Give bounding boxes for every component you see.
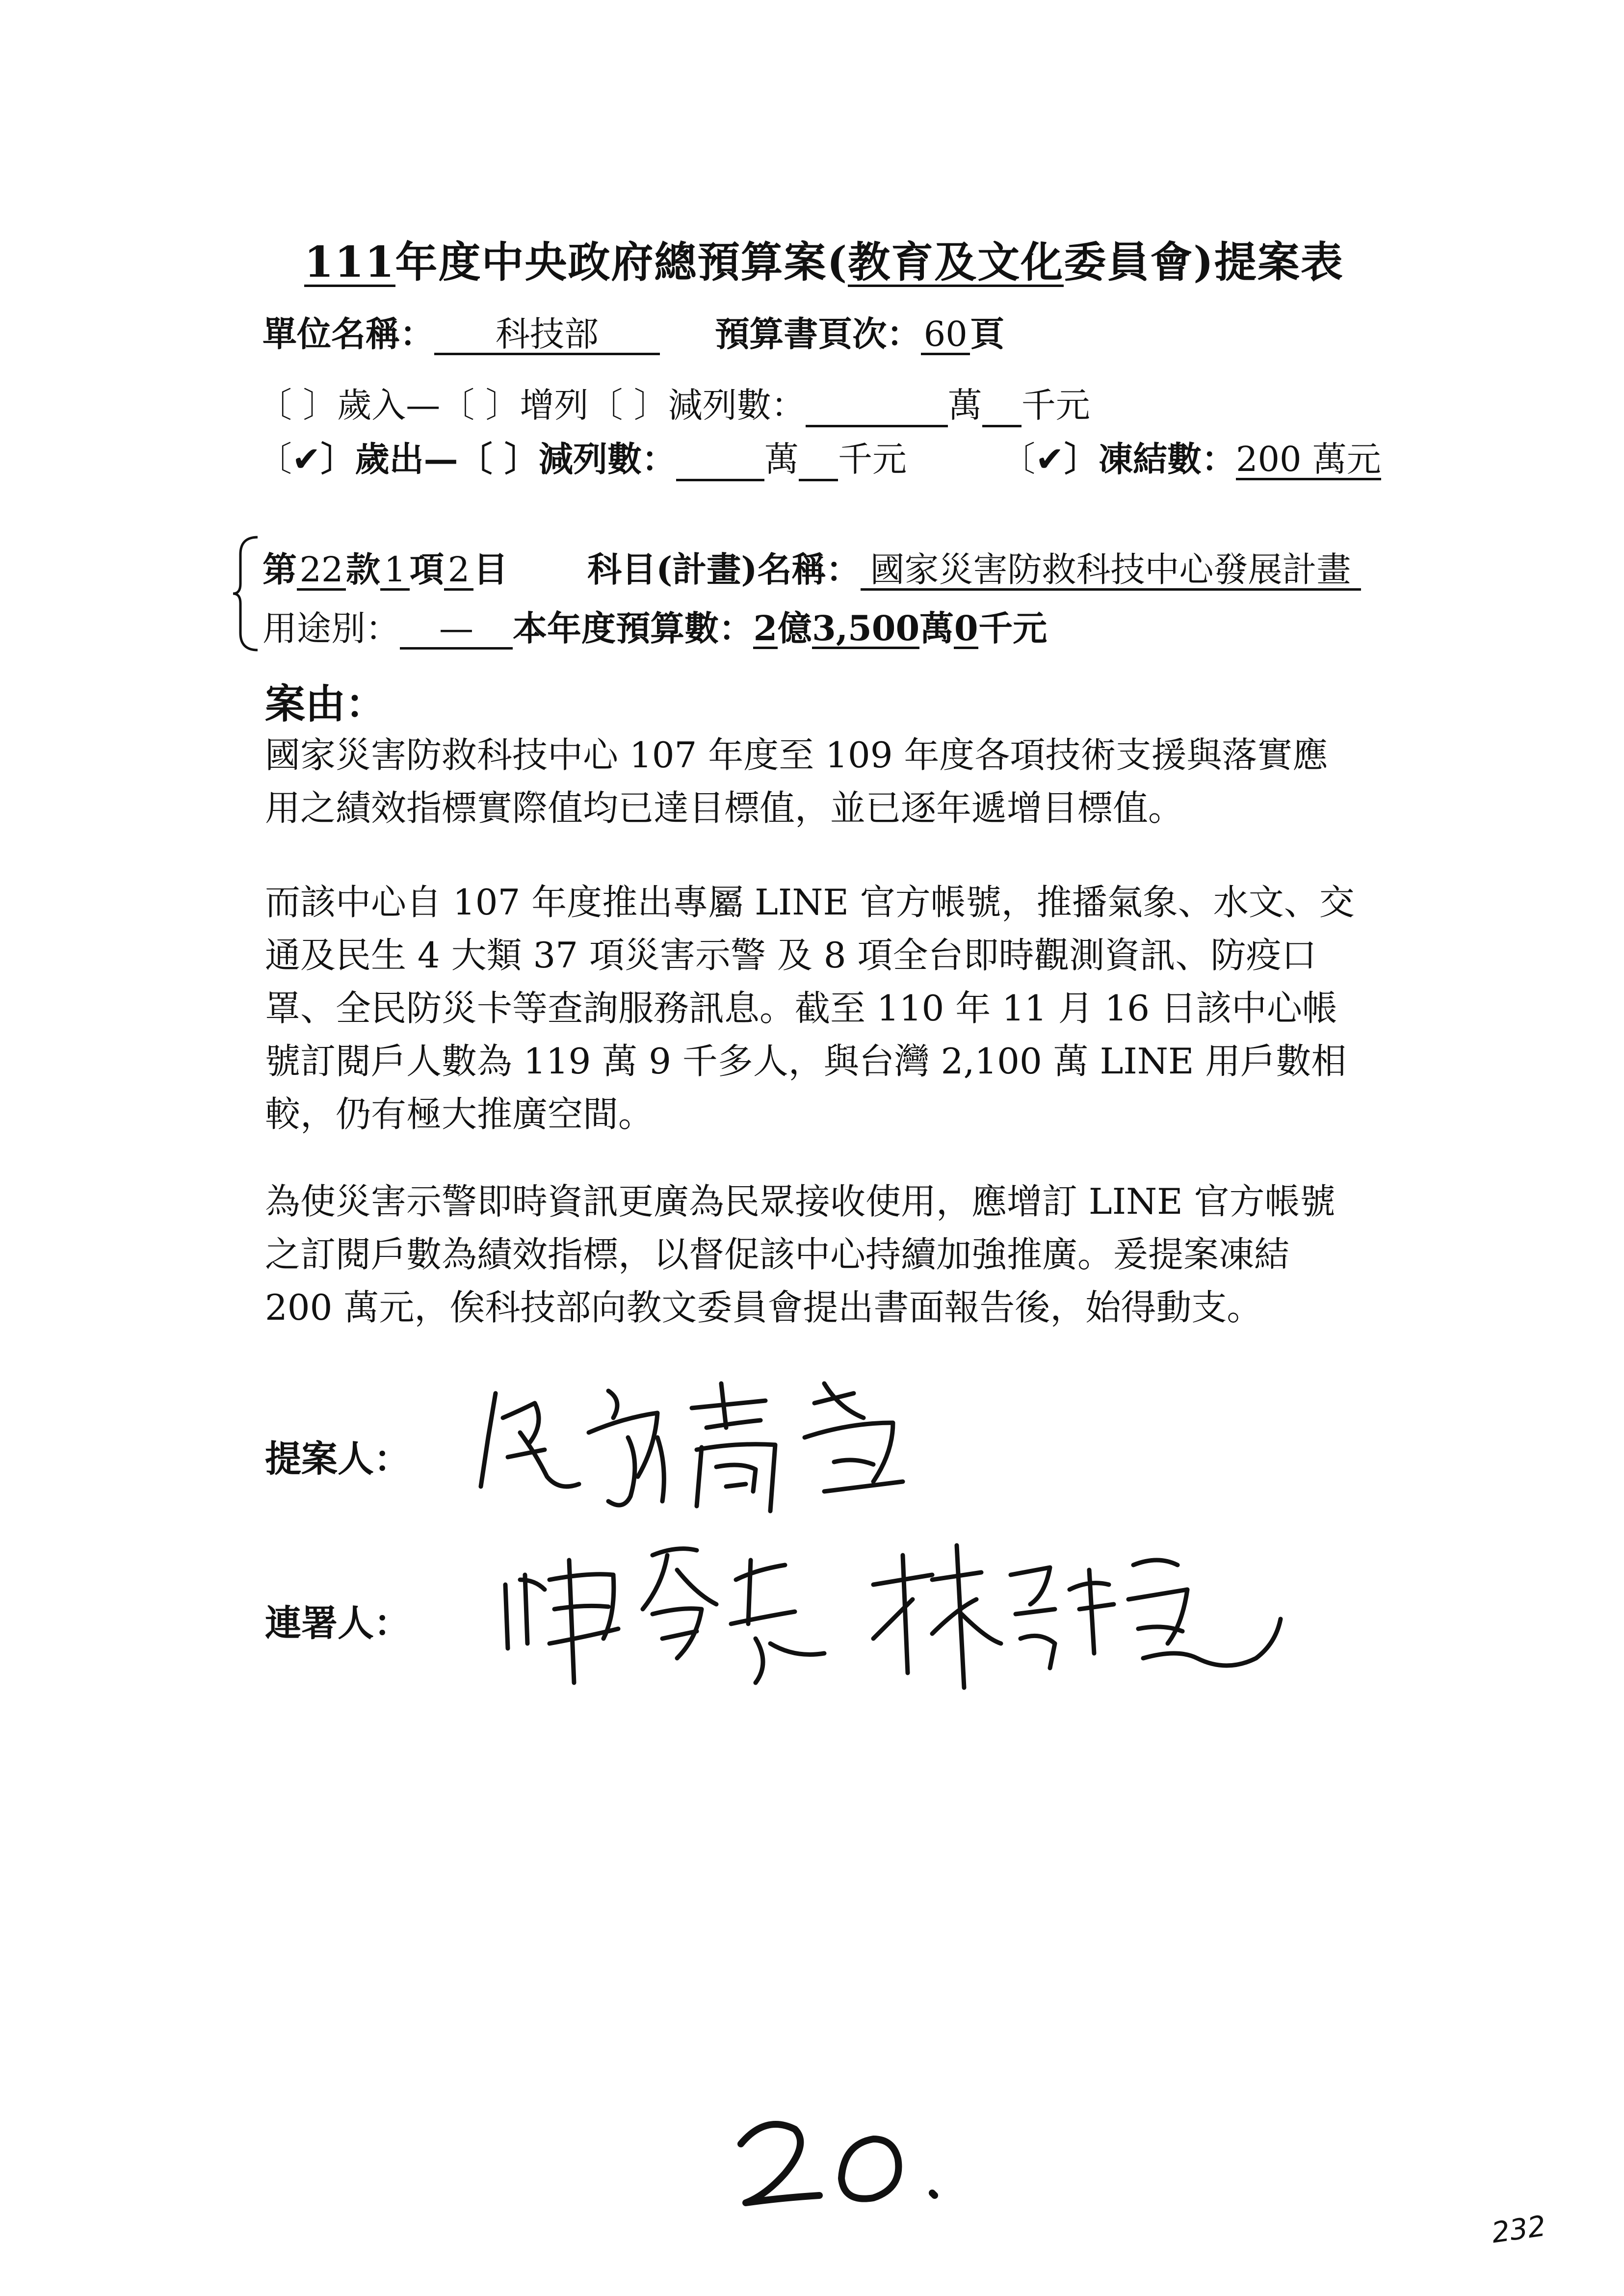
budget-qian: 0	[954, 608, 978, 649]
revenue-text: 〔 〕歲入—〔 〕增列〔 〕減列數：	[258, 385, 806, 425]
reason-line: 號訂閱戶人數為 119 萬 9 千多人，與台灣 2,100 萬 LINE 用戶數相	[265, 1041, 1347, 1082]
title-year: 111	[304, 237, 395, 287]
page-number: 232	[1489, 2209, 1548, 2250]
reason-line: 為使災害示警即時資訊更廣為民眾接收使用，應增訂 LINE 官方帳號	[265, 1181, 1336, 1222]
title-tail: 委員會)提案表	[1064, 237, 1344, 287]
revenue-wan: 萬	[947, 385, 982, 425]
reason-line: 之訂閱戶數為績效指標，以督促該中心持續加強推廣。爰提案凍結	[265, 1234, 1290, 1275]
reason-paragraph-3	[265, 1175, 1408, 1334]
subject-value: 國家災害防救科技中心發展計畫	[861, 552, 1361, 591]
title-committee: 教育及文化	[848, 237, 1064, 287]
reason-line: 罩、全民防災卡等查詢服務訊息。截至 110 年 11 月 16 日該中心帳	[265, 988, 1337, 1029]
expense-qian: 千元	[838, 439, 907, 479]
reason-line: 國家災害防救科技中心 107 年度至 109 年度各項技術支援與落實應	[265, 734, 1328, 776]
page-value: 60	[921, 316, 970, 355]
item-bracket	[231, 535, 260, 652]
reason-line: 200 萬元，俟科技部向教文委員會提出書面報告後，始得動支。	[265, 1287, 1262, 1328]
budget-yi-unit: 億	[778, 608, 812, 649]
expense-qian-blank	[799, 444, 838, 481]
budget-wan: 3,500	[812, 608, 920, 649]
reason-heading: 案由：	[265, 680, 386, 728]
revenue-qian: 千元	[1021, 385, 1090, 425]
title-main: 年度中央政府總預算案(	[395, 237, 848, 287]
usage-row	[262, 601, 1047, 651]
budget-qian-unit: 千元	[978, 608, 1048, 649]
reason-line: 較，仍有極大推廣空間。	[265, 1094, 654, 1135]
revenue-wan-blank	[806, 391, 948, 427]
item-row	[262, 542, 1361, 592]
expense-label: 〕歲出—〔 〕減列數：	[320, 439, 677, 479]
budget-label: 本年度預算數：	[513, 608, 753, 649]
revenue-qian-blank	[982, 391, 1022, 427]
budget-yi: 2	[753, 608, 778, 649]
mu-number: 2	[444, 552, 473, 591]
cosigner-signature	[491, 1526, 1300, 1702]
handwritten-number-drawing	[726, 2105, 981, 2222]
kuan-number: 22	[297, 552, 346, 591]
usage-label: 用途別：	[262, 608, 400, 649]
expense-check-mark: ✔	[292, 439, 321, 479]
item-mu: 目	[473, 549, 508, 590]
xiang-number: 1	[380, 552, 410, 591]
expense-wan-blank	[676, 444, 764, 481]
expense-row	[258, 432, 1381, 481]
unit-value: 科技部	[434, 316, 660, 355]
reason-line: 而該中心自 107 年度推出專屬 LINE 官方帳號，推播氣象、水文、交	[265, 882, 1355, 923]
item-kuan: 款	[346, 549, 380, 590]
page-label: 預算書頁次：	[715, 313, 921, 354]
reason-paragraph-2	[265, 876, 1408, 1141]
subject-label: 科目(計畫)名稱：	[587, 549, 861, 590]
expense-open: 〔	[258, 439, 292, 479]
proposer-signature	[461, 1364, 1001, 1526]
expense-wan: 萬	[764, 439, 799, 479]
revenue-row	[258, 378, 1090, 427]
reason-line: 通及民生 4 大類 37 項災害示警 及 8 項全台即時觀測資訊、防疫口	[265, 935, 1317, 976]
page-suffix: 頁	[970, 313, 1005, 354]
freeze-check-mark: ✔	[1035, 439, 1064, 479]
item-xiang: 項	[410, 549, 444, 590]
unit-row	[262, 307, 1004, 356]
proposer-label: 提案人：	[265, 1438, 410, 1480]
handwritten-number	[726, 2105, 981, 2224]
reason-line: 用之績效指標實際值均已達目標值，並已逐年遞增目標值。	[265, 787, 1184, 829]
freeze-value: 200 萬元	[1235, 439, 1381, 479]
freeze-open: 〔	[1001, 439, 1036, 479]
usage-value: —	[400, 611, 513, 650]
item-di: 第	[262, 549, 297, 590]
reason-paragraph-1	[265, 729, 1408, 835]
cosigner-label: 連署人：	[265, 1602, 410, 1644]
budget-wan-unit: 萬	[919, 608, 954, 649]
unit-label: 單位名稱：	[262, 313, 434, 354]
form-title	[304, 228, 1344, 289]
freeze-label: 〕凍結數：	[1064, 439, 1236, 479]
